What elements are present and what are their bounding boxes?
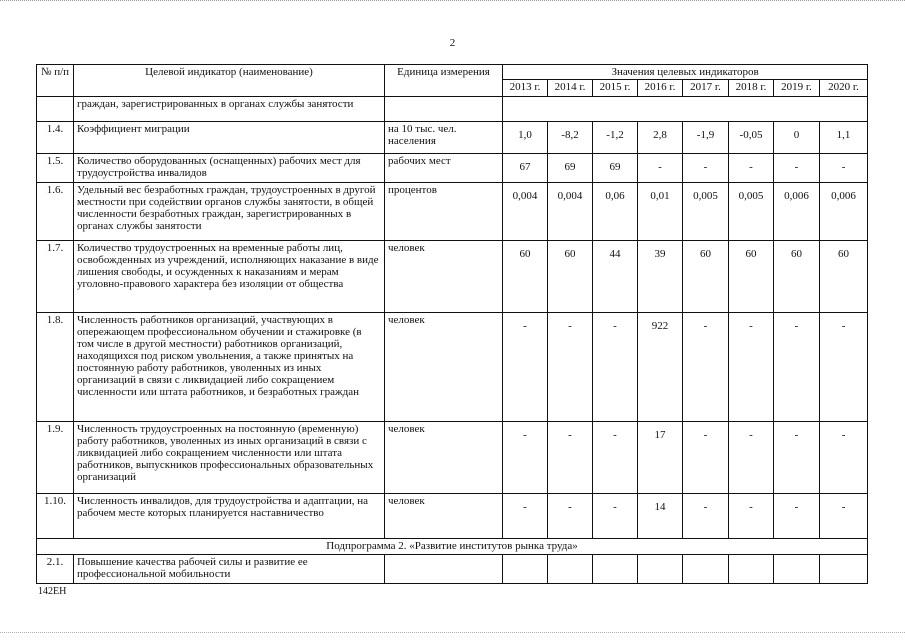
indicator-value: -: [774, 154, 820, 183]
indicator-value: -: [683, 494, 729, 539]
header-num: № п/п: [37, 65, 74, 97]
indicator-name: Коэффициент миграции: [74, 122, 385, 154]
indicator-value: 14: [638, 494, 683, 539]
row-number: 1.6.: [37, 183, 74, 241]
indicator-value: -1,9: [683, 122, 729, 154]
indicator-value: -: [774, 313, 820, 422]
indicator-value: 60: [820, 241, 868, 313]
indicator-value: 0,01: [638, 183, 683, 241]
indicator-value: 67: [503, 154, 548, 183]
indicator-value: -: [820, 154, 868, 183]
indicator-value: -: [503, 313, 548, 422]
row-number: 1.7.: [37, 241, 74, 313]
continuation-row: [37, 97, 868, 122]
continuation-num: [37, 97, 74, 122]
indicator-value: -: [503, 422, 548, 494]
indicator-value: -: [729, 494, 774, 539]
indicator-value: 60: [729, 241, 774, 313]
header-year: 2017 г.: [683, 80, 729, 97]
indicator-value: 60: [548, 241, 593, 313]
header-year: 2019 г.: [774, 80, 820, 97]
indicator-value: 0,005: [729, 183, 774, 241]
indicator-value: [503, 555, 548, 584]
indicator-value: 1,1: [820, 122, 868, 154]
indicator-value: 60: [503, 241, 548, 313]
table-row: [37, 555, 868, 584]
subprogram-row: [37, 539, 868, 555]
table-row: [37, 122, 868, 154]
indicator-name: Численность инвалидов, для трудоустройства и адаптации, на рабочем месте которых планируется наставничество: [74, 494, 385, 539]
indicator-value: -: [729, 154, 774, 183]
header-year: 2018 г.: [729, 80, 774, 97]
indicator-value: [548, 555, 593, 584]
indicator-value: 0,004: [548, 183, 593, 241]
indicator-value: -: [593, 494, 638, 539]
table-row: [37, 154, 868, 183]
header-year: 2013 г.: [503, 80, 548, 97]
header-values: Значения целевых индикаторов: [503, 65, 868, 80]
indicator-name: Количество трудоустроенных на временные работы лиц, освобожденных из учреждений, исполняющих наказание в виде лишения свободы, и осужденных к наказаниям и мерам уголовно-правового характера без изоляции от общества: [74, 241, 385, 313]
indicator-value: [638, 555, 683, 584]
indicator-value: [774, 555, 820, 584]
page-number: 2: [449, 37, 456, 49]
indicator-value: -: [503, 494, 548, 539]
indicator-value: 2,8: [638, 122, 683, 154]
indicator-value: 0,006: [774, 183, 820, 241]
indicator-value: [729, 555, 774, 584]
continuation-unit: [385, 97, 503, 122]
header-year: 2020 г.: [820, 80, 868, 97]
indicator-value: 0,005: [683, 183, 729, 241]
unit-of-measure: человек: [385, 241, 503, 313]
row-number: 1.9.: [37, 422, 74, 494]
indicator-value: -: [683, 154, 729, 183]
indicator-value: -: [548, 422, 593, 494]
indicator-value: 60: [774, 241, 820, 313]
indicator-value: 60: [683, 241, 729, 313]
unit-of-measure: человек: [385, 422, 503, 494]
indicator-value: 0,006: [820, 183, 868, 241]
table-row: [37, 422, 868, 494]
indicator-name: Численность трудоустроенных на постоянную (временную) работу работников, уволенных из иных организаций в связи с ликвидацией либо сокращением численности или штата работников, выпускников профессиональных образовательных организаций: [74, 422, 385, 494]
indicator-value: 0,06: [593, 183, 638, 241]
indicator-value: -: [729, 422, 774, 494]
document-code: 142EH: [38, 586, 67, 597]
indicator-value: -: [820, 494, 868, 539]
indicator-value: -: [548, 494, 593, 539]
indicator-name: Количество оборудованных (оснащенных) рабочих мест для трудоустройства инвалидов: [74, 154, 385, 183]
header-row-top: [37, 65, 868, 80]
continuation-text: граждан, зарегистрированных в органах службы занятости: [74, 97, 385, 122]
table-row: [37, 241, 868, 313]
header-year: 2016 г.: [638, 80, 683, 97]
header-indicator: Целевой индикатор (наименование): [74, 65, 385, 97]
indicator-value: [820, 555, 868, 584]
scan-edge-bottom: [0, 632, 905, 635]
table-row: [37, 183, 868, 241]
indicator-value: -: [729, 313, 774, 422]
indicator-value: -: [820, 313, 868, 422]
indicator-value: -0,05: [729, 122, 774, 154]
row-number: 1.10.: [37, 494, 74, 539]
indicator-value: -8,2: [548, 122, 593, 154]
unit-of-measure: на 10 тыс. чел. населения: [385, 122, 503, 154]
indicator-value: [683, 555, 729, 584]
row-number: 1.8.: [37, 313, 74, 422]
indicator-value: 44: [593, 241, 638, 313]
indicator-name: Повышение качества рабочей силы и развитие ее профессиональной мобильности: [74, 555, 385, 584]
indicator-value: -: [683, 422, 729, 494]
subprogram-heading: Подпрограмма 2. «Развитие институтов рынка труда»: [37, 539, 868, 555]
indicator-name: Удельный вес безработных граждан, трудоустроенных в другой местности при содействии органов службы занятости, в общей численности безработных граждан, зарегистрированных в органах службы занятости: [74, 183, 385, 241]
row-number: 1.5.: [37, 154, 74, 183]
indicator-value: [593, 555, 638, 584]
indicator-name: Численность работников организаций, участвующих в опережающем профессиональном обучении и стажировке (в том числе в другой местности) работников организаций, находящихся под риском увольнения, а также принятых на постоянную работу работников, уволенных из иных организаций в связи с ликвидацией либо сокращением численности или штата работников, и безработных граждан: [74, 313, 385, 422]
indicator-value: -: [593, 422, 638, 494]
unit-of-measure: [385, 555, 503, 584]
indicator-value: 17: [638, 422, 683, 494]
indicator-value: 0,004: [503, 183, 548, 241]
header-year: 2015 г.: [593, 80, 638, 97]
header-unit: Единица измерения: [385, 65, 503, 97]
indicator-value: -: [820, 422, 868, 494]
indicator-value: 1,0: [503, 122, 548, 154]
header-year: 2014 г.: [548, 80, 593, 97]
indicator-value: 922: [638, 313, 683, 422]
table-body: [37, 97, 868, 584]
indicator-value: -: [683, 313, 729, 422]
table-row: [37, 313, 868, 422]
unit-of-measure: процентов: [385, 183, 503, 241]
indicator-value: 39: [638, 241, 683, 313]
continuation-values: [503, 97, 868, 122]
scan-edge-top: [0, 0, 905, 3]
indicator-value: -: [638, 154, 683, 183]
row-number: 2.1.: [37, 555, 74, 584]
indicator-value: -: [593, 313, 638, 422]
indicator-value: -: [774, 494, 820, 539]
indicator-value: -: [548, 313, 593, 422]
indicator-value: 69: [548, 154, 593, 183]
unit-of-measure: человек: [385, 494, 503, 539]
indicator-value: 69: [593, 154, 638, 183]
indicator-value: 0: [774, 122, 820, 154]
row-number: 1.4.: [37, 122, 74, 154]
unit-of-measure: рабочих мест: [385, 154, 503, 183]
target-indicators-table: [36, 64, 868, 584]
unit-of-measure: человек: [385, 313, 503, 422]
table-row: [37, 494, 868, 539]
indicator-value: -: [774, 422, 820, 494]
indicator-value: -1,2: [593, 122, 638, 154]
